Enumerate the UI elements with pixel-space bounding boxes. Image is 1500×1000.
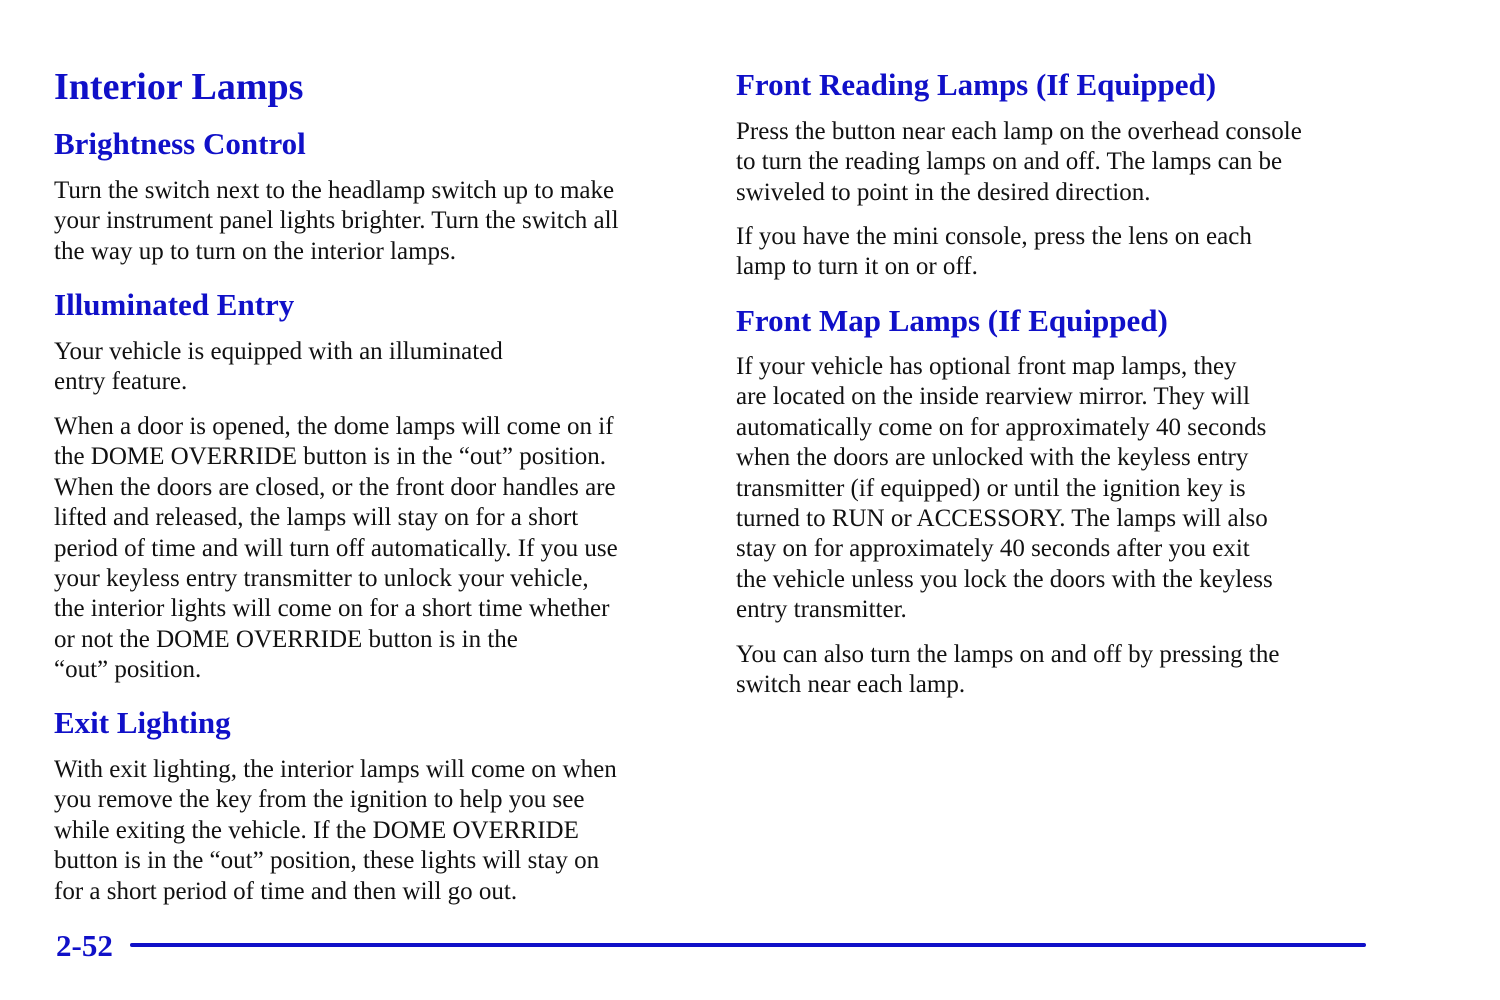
page-title: Interior Lamps [54,66,304,108]
paragraph-brightness-control [54,176,619,267]
text-line: while exiting the vehicle. If the DOME OVERRIDE [54,816,579,844]
paragraph-illuminated-entry-1 [54,337,503,398]
text-line: your keyless entry transmitter to unlock your vehicle, [54,565,589,593]
text-line: Your vehicle is equipped with an illuminated [54,338,503,365]
text-line: When the doors are closed, or the front door handles are [54,473,616,501]
heading-brightness-control: Brightness Control [54,126,306,161]
text-line: for a short period of time and then will go out. [54,877,518,905]
text-line: the DOME OVERRIDE button is in the “out” position. [54,443,607,471]
paragraph-front-reading-lamps-2 [736,222,1252,283]
text-line: automatically come on for approximately 40 seconds [736,413,1267,441]
text-line: the way up to turn on the interior lamps. [54,237,457,265]
text-line: Press the button near each lamp on the overhead console [736,118,1302,145]
heading-front-map-lamps: Front Map Lamps (If Equipped) [736,303,1168,338]
text-line: the vehicle unless you lock the doors with the keyless [736,565,1273,593]
text-line: button is in the “out” position, these lights will stay on [54,847,600,875]
heading-exit-lighting: Exit Lighting [54,705,231,740]
text-line: you remove the key from the ignition to help you see [54,786,585,814]
text-line: switch near each lamp. [736,671,966,699]
text-line: period of time and will turn off automatically. If you use [54,534,618,562]
text-line: to turn the reading lamps on and off. The lamps can be [736,148,1283,176]
text-line: swiveled to point in the desired direction. [736,178,1151,206]
text-line: transmitter (if equipped) or until the ignition key is [736,474,1246,502]
paragraph-exit-lighting [54,755,617,907]
paragraph-front-map-lamps-1 [736,352,1273,626]
text-line: when the doors are unlocked with the keyless entry [736,444,1249,472]
text-line: When a door is opened, the dome lamps will come on if [54,413,614,440]
paragraph-front-map-lamps-2 [736,640,1279,701]
text-line: the interior lights will come on for a short time whether [54,595,610,623]
text-line: or not the DOME OVERRIDE button is in the [54,625,518,653]
text-line: lifted and released, the lamps will stay on for a short [54,504,579,532]
paragraph-illuminated-entry-2 [54,412,618,686]
text-line: You can also turn the lamps on and off by pressing the [736,641,1280,668]
text-line: If your vehicle has optional front map lamps, they [736,353,1237,380]
text-line: lamp to turn it on or off. [736,253,978,281]
page-number: 2-52 [56,928,113,963]
heading-illuminated-entry: Illuminated Entry [54,287,295,322]
text-line: entry feature. [54,368,188,396]
text-line: stay on for approximately 40 seconds after you exit [736,535,1250,563]
text-line: turned to RUN or ACCESSORY. The lamps will also [736,505,1268,533]
text-line: If you have the mini console, press the lens on each [736,223,1252,250]
paragraph-front-reading-lamps-1 [736,117,1302,208]
text-line: Turn the switch next to the headlamp switch up to make [54,177,615,204]
text-line: With exit lighting, the interior lamps will come on when [54,756,617,783]
text-line: entry transmitter. [736,596,907,624]
footer-rule [130,943,1366,947]
heading-front-reading-lamps: Front Reading Lamps (If Equipped) [736,67,1217,102]
text-line: “out” position. [54,656,202,684]
text-line: are located on the inside rearview mirror. They will [736,383,1250,411]
text-line: your instrument panel lights brighter. Turn the switch all [54,207,619,235]
